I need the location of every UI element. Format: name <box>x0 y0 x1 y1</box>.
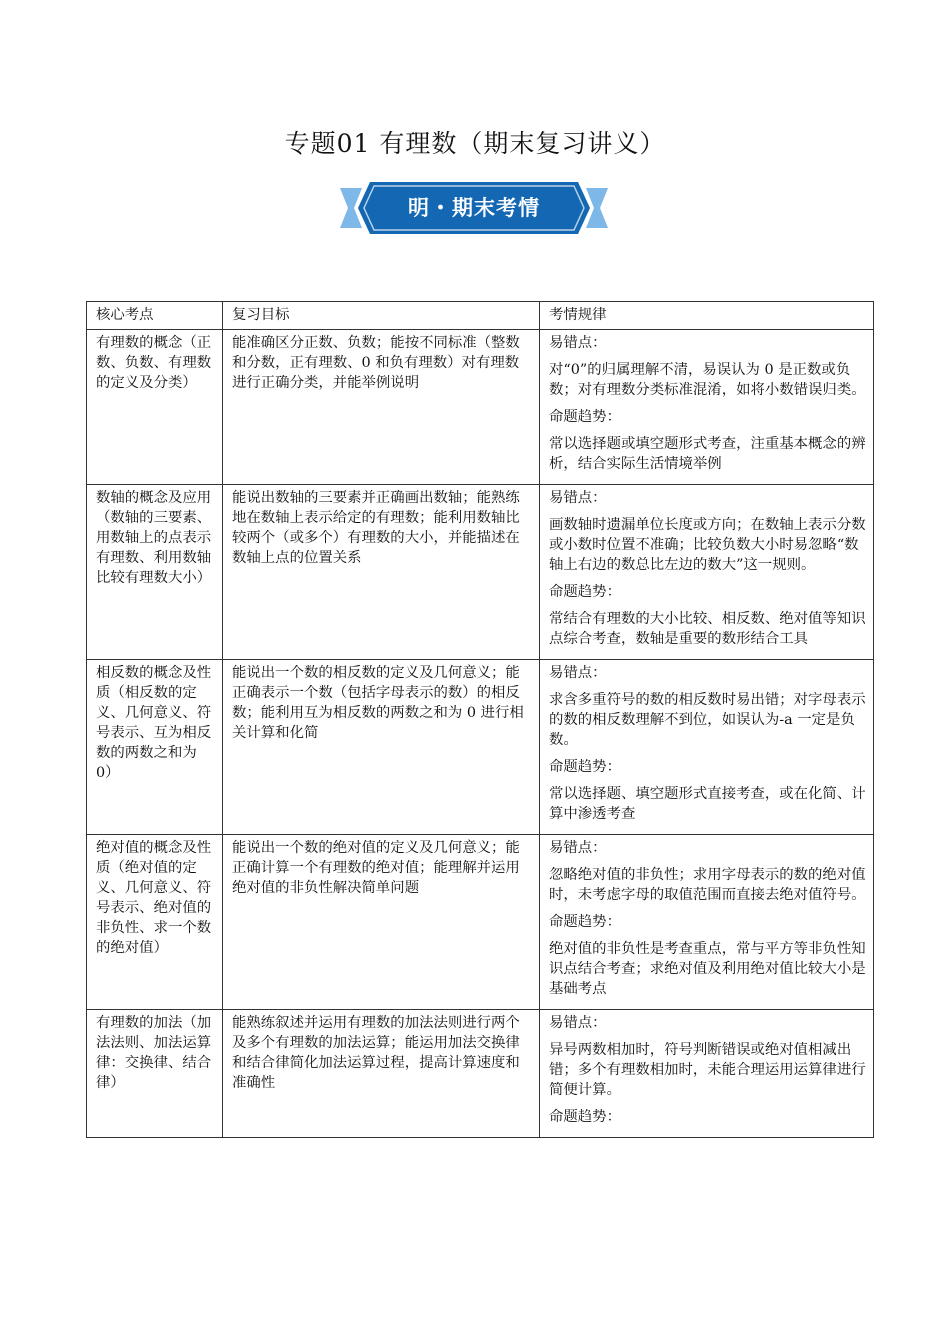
error-text: 对“0”的归属理解不清，易误认为 0 是正数或负数；对有理数分类标准混淆，如将小数错误归类。 <box>549 362 866 398</box>
trend-label: 命题趋势： <box>549 584 621 600</box>
error-label: 易错点： <box>549 335 607 351</box>
error-text: 异号两数相加时，符号判断错误或绝对值相减出错；多个有理数相加时，未能合理运用运算律进行简便计算。 <box>549 1042 866 1098</box>
trend-label: 命题趋势： <box>549 409 621 425</box>
table-header-row <box>87 302 874 330</box>
topic-cell: 绝对值的概念及性质（绝对值的定义、几何意义、符号表示、绝对值的非负性、求一个数的绝对值） <box>87 835 223 1010</box>
table-row <box>87 660 874 835</box>
error-label: 易错点： <box>549 840 607 856</box>
pattern-cell <box>540 835 874 1010</box>
error-text: 画数轴时遗漏单位长度或方向；在数轴上表示分数或小数时位置不准确；比较负数大小时易忽略“数轴上右边的数总比左边的数大”这一规则。 <box>549 517 866 573</box>
page-title: 专题01 有理数（期末复习讲义） <box>284 129 666 158</box>
topic-cell: 有理数的概念（正数、负数、有理数的定义及分类） <box>87 330 223 485</box>
header-core-topic: 核心考点 <box>87 302 223 330</box>
banner-label: 明・期末考情 <box>408 196 540 220</box>
trend-text: 常以选择题、填空题形式直接考查，或在化简、计算中渗透考查 <box>549 786 866 822</box>
goal-cell: 能说出一个数的相反数的定义及几何意义；能正确表示一个数（包括字母表示的数）的相反数；能利用互为相反数的两数之和为 0 进行相关计算和化简 <box>223 660 540 835</box>
pattern-cell <box>540 1010 874 1138</box>
error-text: 忽略绝对值的非负性；求用字母表示的数的绝对值时，未考虑字母的取值范围而直接去绝对值符号。 <box>549 867 866 903</box>
topic-cell: 相反数的概念及性质（相反数的定义、几何意义、符号表示、互为相反数的两数之和为 0） <box>87 660 223 835</box>
goal-cell: 能说出数轴的三要素并正确画出数轴；能熟练地在数轴上表示给定的有理数；能利用数轴比较两个（或多个）有理数的大小，并能描述在数轴上点的位置关系 <box>223 485 540 660</box>
exam-analysis-table <box>86 301 874 1138</box>
section-banner <box>340 182 608 234</box>
goal-cell: 能准确区分正数、负数；能按不同标准（整数和分数，正有理数、0 和负有理数）对有理数进行正确分类，并能举例说明 <box>223 330 540 485</box>
topic-cell: 有理数的加法（加法法则、加法运算律：交换律、结合律） <box>87 1010 223 1138</box>
trend-text: 绝对值的非负性是考查重点，常与平方等非负性知识点结合考查；求绝对值及利用绝对值比较大小是基础考点 <box>549 941 866 997</box>
error-text: 求含多重符号的数的相反数时易出错；对字母表示的数的相反数理解不到位，如误认为-a 一定是负数。 <box>549 692 866 748</box>
goal-cell: 能熟练叙述并运用有理数的加法法则进行两个及多个有理数的加法运算；能运用加法交换律和结合律简化加法运算过程，提高计算速度和准确性 <box>223 1010 540 1138</box>
trend-label: 命题趋势： <box>549 759 621 775</box>
trend-text: 常以选择题或填空题形式考查，注重基本概念的辨析，结合实际生活情境举例 <box>549 436 866 472</box>
error-label: 易错点： <box>549 490 607 506</box>
trend-text: 常结合有理数的大小比较、相反数、绝对值等知识点综合考查，数轴是重要的数形结合工具 <box>549 611 866 647</box>
header-exam-pattern: 考情规律 <box>540 302 874 330</box>
pattern-cell <box>540 660 874 835</box>
trend-label: 命题趋势： <box>549 914 621 930</box>
pattern-cell <box>540 485 874 660</box>
table-row <box>87 1010 874 1138</box>
goal-cell: 能说出一个数的绝对值的定义及几何意义；能正确计算一个有理数的绝对值；能理解并运用绝对值的非负性解决简单问题 <box>223 835 540 1010</box>
header-review-goal: 复习目标 <box>223 302 540 330</box>
trend-label: 命题趋势： <box>549 1109 621 1125</box>
error-label: 易错点： <box>549 1015 607 1031</box>
pattern-cell <box>540 330 874 485</box>
error-label: 易错点： <box>549 665 607 681</box>
table-row <box>87 485 874 660</box>
topic-cell: 数轴的概念及应用（数轴的三要素、用数轴上的点表示有理数、利用数轴比较有理数大小） <box>87 485 223 660</box>
table-row <box>87 835 874 1010</box>
table-row <box>87 330 874 485</box>
